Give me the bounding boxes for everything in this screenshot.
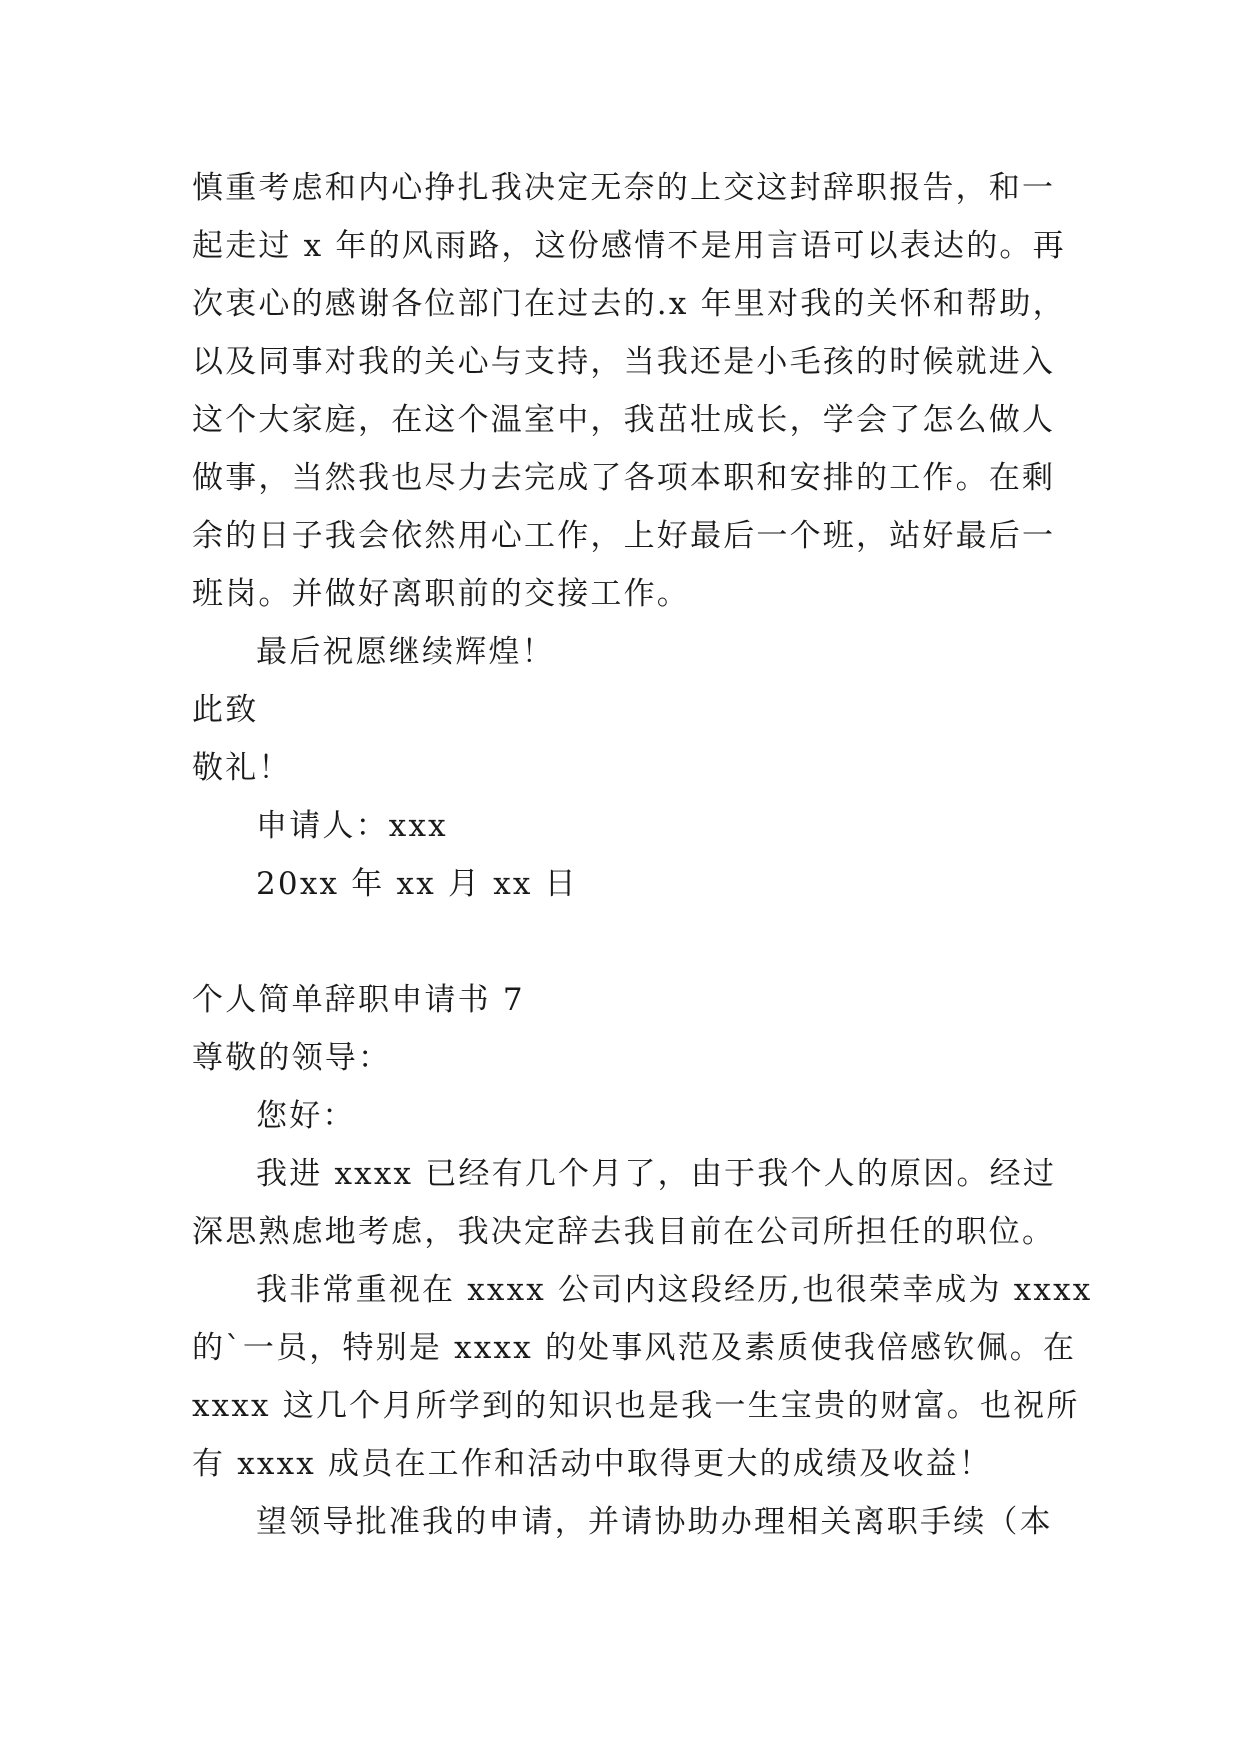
- body-line: 的`一员，特别是 xxxx 的处事风范及素质使我倍感钦佩。在: [192, 1330, 1077, 1366]
- body-line: 这个大家庭，在这个温室中，我茁壮成长，学会了怎么做人: [192, 402, 1056, 438]
- body-line: 班岗。并做好离职前的交接工作。: [192, 576, 690, 612]
- salutation-jing-li: 敬礼！: [192, 750, 292, 786]
- body-line: 深思熟虑地考虑，我决定辞去我目前在公司所担任的职位。: [192, 1214, 1056, 1250]
- greeting: 您好：: [256, 1098, 356, 1134]
- body-line: 有 xxxx 成员在工作和活动中取得更大的成绩及收益！: [192, 1446, 993, 1482]
- body-line: 望领导批准我的申请，并请协助办理相关离职手续（本: [256, 1504, 1053, 1540]
- body-line: 次衷心的感谢各位部门在过去的.x 年里对我的关怀和帮助，: [192, 286, 1066, 322]
- salutation-ci-zhi: 此致: [192, 692, 259, 728]
- body-line: 做事，当然我也尽力去完成了各项本职和安排的工作。在剩: [192, 460, 1056, 496]
- body-line: xxxx 这几个月所学到的知识也是我一生宝贵的财富。也祝所: [192, 1388, 1080, 1424]
- applicant-signature: 申请人：xxx: [256, 808, 448, 844]
- body-line: 慎重考虑和内心挣扎我决定无奈的上交这封辞职报告，和一: [192, 170, 1056, 206]
- closing-wish: 最后祝愿继续辉煌！: [256, 634, 555, 670]
- greeting-recipient: 尊敬的领导：: [192, 1040, 392, 1076]
- body-line: 起走过 x 年的风雨路，这份感情不是用言语可以表达的。再: [192, 228, 1066, 264]
- body-line: 我非常重视在 xxxx 公司内这段经历,也很荣幸成为 xxxx: [256, 1272, 1093, 1308]
- body-line: 我进 xxxx 已经有几个月了，由于我个人的原因。经过: [256, 1156, 1057, 1192]
- section-title: 个人简单辞职申请书 7: [192, 982, 525, 1018]
- signature-date: 20xx 年 xx 月 xx 日: [256, 866, 578, 902]
- body-line: 余的日子我会依然用心工作，上好最后一个班，站好最后一: [192, 518, 1056, 554]
- body-line: 以及同事对我的关心与支持，当我还是小毛孩的时候就进入: [192, 344, 1056, 380]
